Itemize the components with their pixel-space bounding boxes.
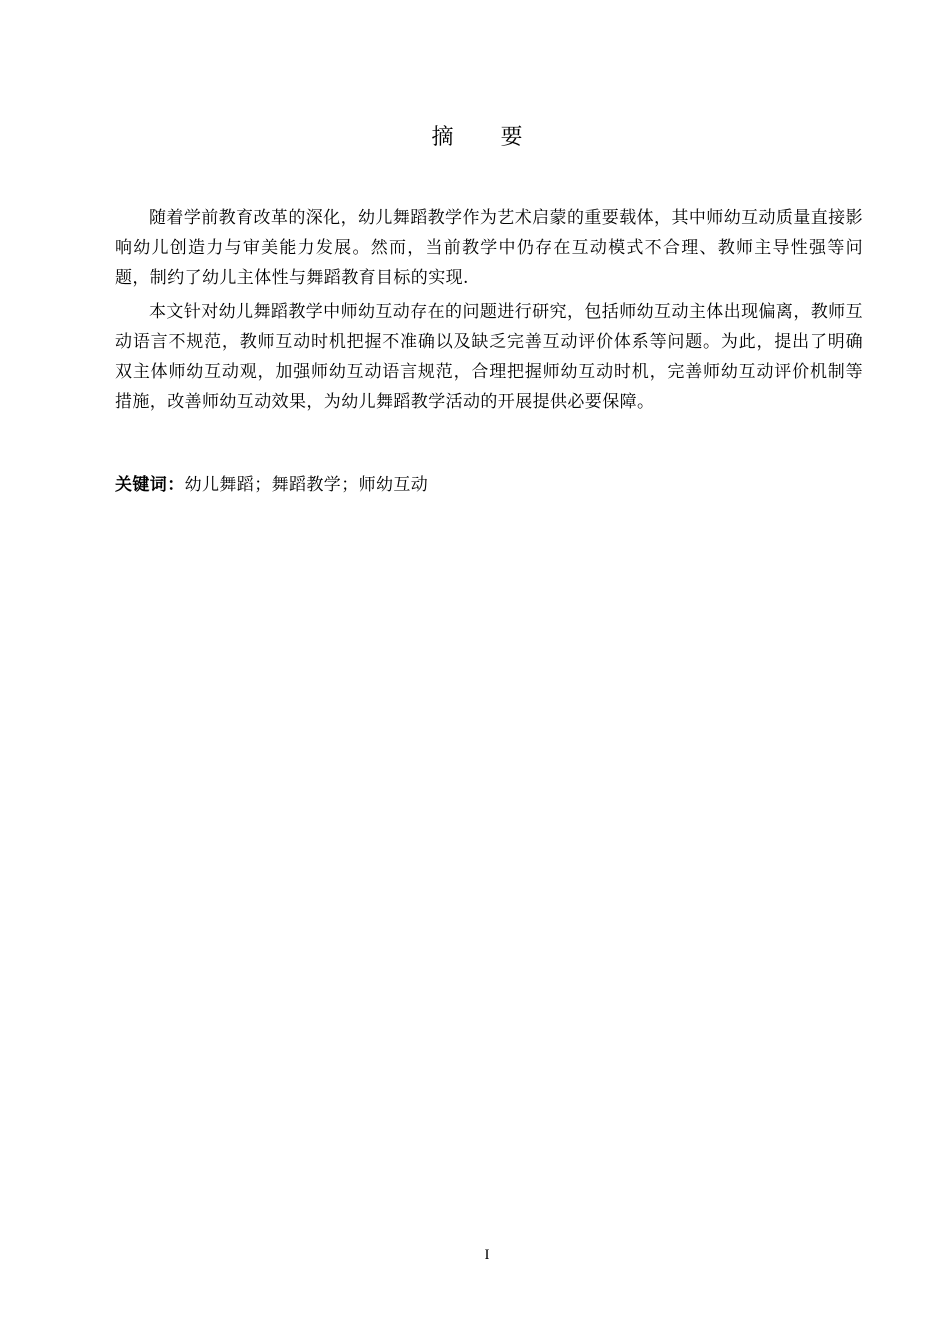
page-number: I	[484, 1247, 490, 1263]
abstract-paragraph-1: 随着学前教育改革的深化，幼儿舞蹈教学作为艺术启蒙的重要载体，其中师幼互动质量直接影响幼儿创造力与审美能力发展。然而，当前教学中仍存在互动模式不合理、教师主导性强等问题，制约了幼儿主体性与舞蹈教育目标的实现.	[115, 208, 863, 288]
abstract-paragraph-2: 本文针对幼儿舞蹈教学中师幼互动存在的问题进行研究，包括师幼互动主体出现偏离，教师互动语言不规范，教师互动时机把握不准确以及缺乏完善互动评价体系等问题。为此，提出了明确双主体师幼互动观，加强师幼互动语言规范，合理把握师幼互动时机，完善师幼互动评价机制等措施，改善师幼互动效果，为幼儿舞蹈教学活动的开展提供必要保障。	[115, 302, 863, 412]
keywords-label: 关键词：	[115, 475, 185, 495]
abstract-body	[115, 203, 863, 417]
abstract-title: 摘 要	[431, 125, 543, 150]
keywords-text: 幼儿舞蹈；舞蹈教学；师幼互动	[184, 475, 429, 495]
keywords-line	[115, 470, 863, 500]
